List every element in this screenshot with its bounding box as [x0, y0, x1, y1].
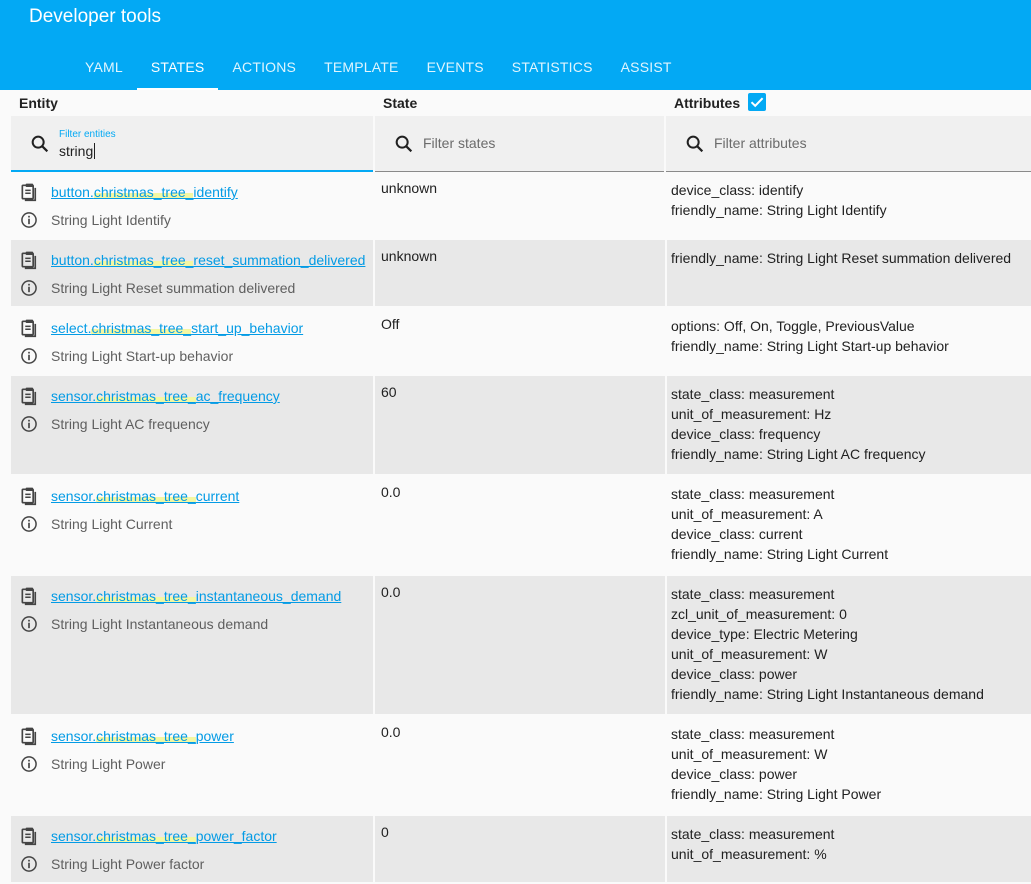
entity-rows — [11, 172, 1031, 884]
column-header-attributes: Attributes — [674, 95, 741, 111]
attributes-filter-input[interactable]: Filter attributes — [714, 135, 807, 151]
attribute-line: friendly_name: String Light Start-up behavior — [671, 338, 949, 354]
attribute-line: state_class: measurement — [671, 586, 835, 602]
page-title: Developer tools — [29, 6, 162, 27]
entity-id-link[interactable]: sensor.christmas_tree_ac_frequency — [51, 388, 280, 404]
attributes-cell — [667, 816, 1031, 882]
attribute-line: state_class: measurement — [671, 826, 835, 842]
entity-filter-field[interactable] — [11, 116, 373, 172]
clipboard-icon[interactable] — [19, 386, 39, 406]
attribute-line: unit_of_measurement: W — [671, 746, 828, 762]
attribute-line: friendly_name: String Light Current — [671, 546, 889, 562]
state-cell: 0.0 — [375, 716, 665, 814]
attribute-line: device_class: power — [671, 766, 798, 782]
entity-friendly-name: String Light Reset summation delivered — [51, 280, 296, 296]
attributes-checkbox[interactable] — [748, 93, 766, 111]
attribute-line: friendly_name: String Light Instantaneous demand — [671, 686, 984, 702]
attribute-line: unit_of_measurement: W — [671, 646, 828, 662]
table-row — [11, 172, 1031, 238]
state-cell: 0.0 — [375, 576, 665, 714]
attribute-line: unit_of_measurement: % — [671, 846, 827, 862]
table-row — [11, 576, 1031, 714]
state-cell: unknown — [375, 172, 665, 238]
attributes-cell — [667, 172, 1031, 238]
search-icon — [393, 133, 415, 155]
info-icon[interactable] — [19, 614, 39, 634]
attribute-line: unit_of_measurement: Hz — [671, 406, 832, 422]
attribute-line: state_class: measurement — [671, 386, 835, 402]
attributes-cell — [667, 240, 1031, 306]
info-icon[interactable] — [19, 854, 39, 874]
attribute-line: device_type: Electric Metering — [671, 626, 858, 642]
tab-bar — [71, 48, 686, 90]
states-table — [0, 90, 1031, 872]
info-icon[interactable] — [19, 414, 39, 434]
clipboard-icon[interactable] — [19, 486, 39, 506]
tab-events[interactable]: EVENTS — [426, 59, 484, 75]
clipboard-icon[interactable] — [19, 250, 39, 270]
clipboard-icon[interactable] — [19, 726, 39, 746]
clipboard-icon[interactable] — [19, 586, 39, 606]
table-row — [11, 240, 1031, 306]
entity-id-link[interactable]: button.christmas_tree_identify — [51, 184, 238, 200]
entity-cell — [11, 576, 373, 714]
attribute-line: device_class: power — [671, 666, 798, 682]
attribute-line: zcl_unit_of_measurement: 0 — [671, 606, 847, 622]
column-header-state[interactable]: State — [383, 95, 418, 111]
tab-template[interactable]: TEMPLATE — [324, 59, 399, 75]
entity-cell — [11, 240, 373, 306]
attributes-cell — [667, 576, 1031, 714]
entity-id-link[interactable]: select.christmas_tree_start_up_behavior — [51, 320, 304, 336]
entity-cell — [11, 172, 373, 238]
tab-states[interactable]: STATES — [137, 48, 219, 90]
tab-statistics[interactable]: STATISTICS — [511, 59, 593, 75]
info-icon[interactable] — [19, 210, 39, 230]
search-icon — [684, 133, 706, 155]
tab-yaml[interactable]: YAML — [85, 59, 123, 75]
state-cell: 0.0 — [375, 476, 665, 574]
attribute-line: device_class: current — [671, 526, 803, 542]
attribute-line: friendly_name: String Light Reset summation delivered — [671, 250, 1012, 266]
info-icon[interactable] — [19, 514, 39, 534]
clipboard-icon[interactable] — [19, 318, 39, 338]
entity-friendly-name: String Light Start-up behavior — [51, 348, 234, 364]
table-row — [11, 308, 1031, 374]
entity-friendly-name: String Light Instantaneous demand — [51, 616, 269, 632]
attributes-cell — [667, 476, 1031, 574]
attribute-line: friendly_name: String Light AC frequency — [671, 446, 926, 462]
tab-assist[interactable]: ASSIST — [620, 59, 672, 75]
entity-cell — [11, 308, 373, 374]
entity-id-link[interactable]: sensor.christmas_tree_current — [51, 488, 240, 504]
attribute-line: friendly_name: String Light Power — [671, 786, 882, 802]
entity-cell — [11, 376, 373, 474]
entity-cell — [11, 476, 373, 574]
entity-friendly-name: String Light Current — [51, 516, 173, 532]
attributes-cell — [667, 376, 1031, 474]
state-cell: 0 — [375, 816, 665, 882]
entity-id-link[interactable]: sensor.christmas_tree_instantaneous_demand — [51, 588, 342, 604]
attribute-line: device_class: frequency — [671, 426, 821, 442]
table-row — [11, 816, 1031, 882]
attribute-line: unit_of_measurement: A — [671, 506, 823, 522]
entity-id-link[interactable]: sensor.christmas_tree_power — [51, 728, 234, 744]
info-icon[interactable] — [19, 754, 39, 774]
state-filter-input[interactable]: Filter states — [423, 135, 496, 151]
entity-id-link[interactable]: sensor.christmas_tree_power_factor — [51, 828, 277, 844]
entity-cell — [11, 816, 373, 882]
attribute-line: device_class: identify — [671, 182, 804, 198]
clipboard-icon[interactable] — [19, 826, 39, 846]
attributes-cell — [667, 716, 1031, 814]
check-icon — [748, 93, 766, 111]
state-cell: unknown — [375, 240, 665, 306]
attribute-line: friendly_name: String Light Identify — [671, 202, 887, 218]
info-icon[interactable] — [19, 278, 39, 298]
clipboard-icon[interactable] — [19, 182, 39, 202]
attribute-line: state_class: measurement — [671, 726, 835, 742]
entity-friendly-name: String Light Identify — [51, 212, 171, 228]
top-app-bar — [0, 0, 1031, 90]
table-row — [11, 376, 1031, 474]
state-cell: Off — [375, 308, 665, 374]
entity-filter-label: Filter entities — [59, 129, 116, 140]
entity-id-link[interactable]: button.christmas_tree_reset_summation_delivered — [51, 252, 366, 268]
tab-actions[interactable]: ACTIONS — [232, 59, 297, 75]
table-row — [11, 716, 1031, 814]
search-icon — [29, 133, 51, 155]
state-filter-field[interactable] — [375, 116, 664, 172]
entity-cell — [11, 716, 373, 814]
entity-friendly-name: String Light Power — [51, 756, 166, 772]
column-header-entity[interactable]: Entity — [19, 95, 58, 111]
attributes-filter-field[interactable] — [666, 116, 1031, 172]
entity-filter-input[interactable]: string — [59, 143, 94, 159]
table-row — [11, 476, 1031, 574]
attribute-line: options: Off, On, Toggle, PreviousValue — [671, 318, 915, 334]
attribute-line: state_class: measurement — [671, 486, 835, 502]
info-icon[interactable] — [19, 346, 39, 366]
entity-friendly-name: String Light Power factor — [51, 856, 205, 872]
state-cell: 60 — [375, 376, 665, 474]
entity-friendly-name: String Light AC frequency — [51, 416, 210, 432]
attributes-cell — [667, 308, 1031, 374]
